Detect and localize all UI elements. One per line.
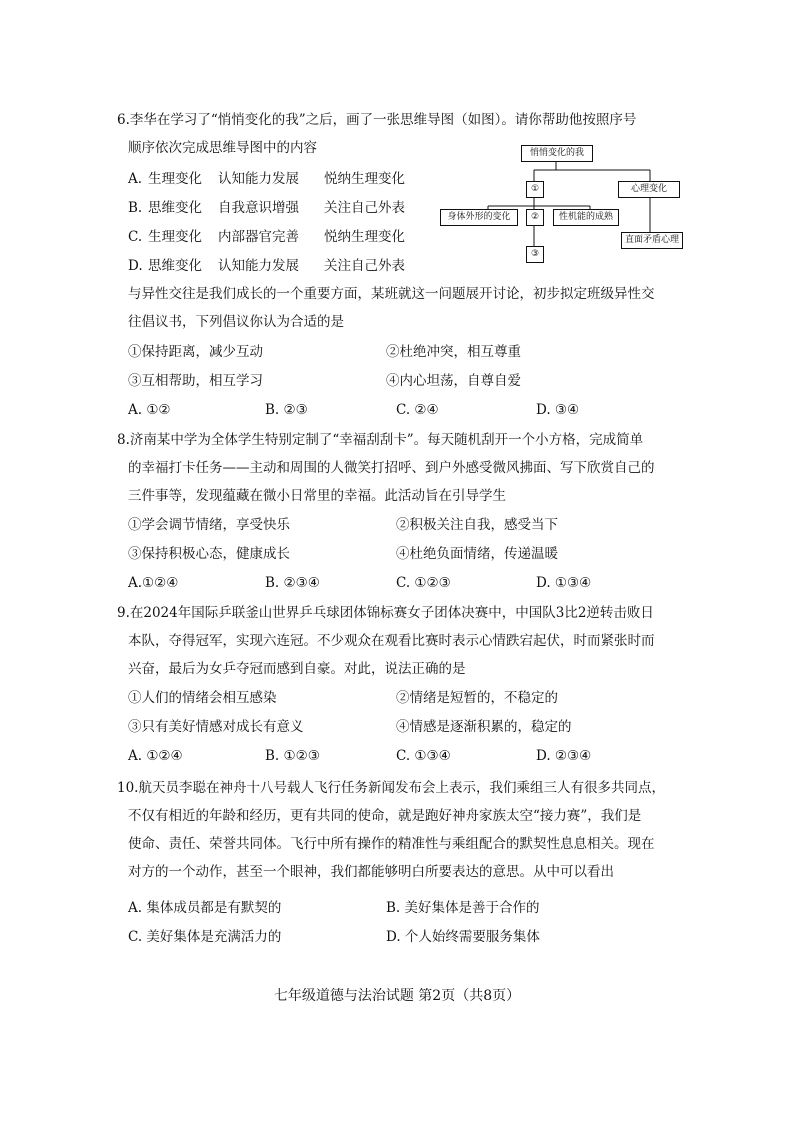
q6-stem-line2: 顺序依次完成思维导图中的内容: [128, 140, 317, 156]
mindmap-node-3: ③: [526, 246, 544, 263]
q8-answer-a: A.①②④: [128, 575, 179, 591]
q6-stem-line1: 6.李华在学习了“悄悄变化的我”之后，画了一张思维导图（如图）。请你帮助他按照序号: [117, 112, 637, 128]
mindmap-sex-mature: 性机能的成熟: [553, 209, 619, 226]
choice-col-2: 自我意识增强: [218, 200, 299, 216]
q9-stem-line3: 兴奋，最后为女乒夺冠而感到自豪。对此，说法正确的是: [128, 661, 466, 677]
q9-item-4: ④情感是逐渐积累的，稳定的: [396, 719, 572, 735]
q8-answer-c: C. ①②③: [396, 575, 451, 591]
choice-label: B.: [128, 200, 143, 216]
q8-answer-b: B. ②③④: [265, 575, 320, 591]
q9-stem-line1: 9.在2024年国际乒联釜山世界乒乓球团体锦标赛女子团体决赛中，中国队3比2逆转击败日: [117, 605, 654, 621]
q7-answer-d: D. ③④: [536, 402, 580, 418]
q8-stem-line1: 8.济南某中学为全体学生特别定制了“幸福刮刮卡”。每天随机刮开一个小方格，完成简单: [117, 432, 644, 448]
page-footer: 七年级道德与法治试题 第2页（共8页）: [273, 988, 521, 1004]
q8-item-1: ①学会调节情绪，享受快乐: [128, 517, 290, 533]
q7-answer-c: C. ②④: [396, 402, 439, 418]
q8-item-3: ③保持积极心态，健康成长: [128, 546, 290, 562]
q7-answer-a: A. ①②: [128, 402, 171, 418]
q10-answer-d: D. 个人始终需要服务集体: [386, 929, 540, 945]
choice-label: C.: [128, 229, 143, 245]
mindmap-node-1: ①: [526, 181, 544, 198]
q7-item-4: ④内心坦荡，自尊自爱: [386, 373, 521, 389]
mindmap-root: 悄悄变化的我: [521, 145, 593, 162]
q9-item-1: ①人们的情绪会相互感染: [128, 690, 277, 706]
choice-col-2: 认知能力发展: [218, 171, 299, 187]
q7-item-3: ③互相帮助，相互学习: [128, 373, 263, 389]
choice-label: D.: [128, 258, 143, 274]
choice-col-1: 思维变化: [148, 200, 202, 216]
q9-answer-d: D. ②③④: [536, 748, 592, 764]
choice-col-1: 思维变化: [148, 258, 202, 274]
q10-answer-c: C. 美好集体是充满活力的: [128, 929, 282, 945]
q7-item-2: ②杜绝冲突，相互尊重: [386, 344, 521, 360]
q9-answer-a: A. ①②④: [128, 748, 183, 764]
q9-stem-line2: 本队，夺得冠军，实现六连冠。不少观众在观看比赛时表示心情跌宕起伏，时而紧张时而: [128, 633, 655, 649]
choice-col-2: 认知能力发展: [218, 258, 299, 274]
choice-label: A.: [128, 171, 143, 187]
choice-col-3: 悦纳生理变化: [324, 229, 405, 245]
q8-stem-line3: 三件事等，发现蕴藏在微小日常里的幸福。此活动旨在引导学生: [128, 488, 506, 504]
mindmap-connectors: [0, 0, 794, 300]
mindmap-node-2: ②: [526, 209, 544, 226]
q7-answer-b: B. ②③: [265, 402, 308, 418]
mindmap-contradiction: 直面矛盾心理: [621, 232, 683, 249]
q9-answer-c: C. ①③④: [396, 748, 451, 764]
q8-item-4: ④杜绝负面情绪，传递温暖: [396, 546, 558, 562]
q10-stem-line3: 使命、责任、荣誉共同体。飞行中所有操作的精准性与乘组配合的默契性息息相关。现在: [128, 836, 655, 852]
choice-col-3: 关注自己外表: [324, 258, 405, 274]
q7-item-1: ①保持距离，减少互动: [128, 344, 263, 360]
q8-item-2: ②积极关注自我，感受当下: [396, 517, 558, 533]
choice-col-2: 内部器官完善: [218, 229, 299, 245]
q10-answer-a: A. 集体成员都是有默契的: [128, 900, 282, 916]
q8-stem-line2: 的幸福打卡任务——主动和周围的人微笑打招呼、到户外感受微风拂面、写下欣赏自己的: [128, 460, 655, 476]
q7-stem-line2: 往倡议书，下列倡议你认为合适的是: [128, 314, 344, 330]
mindmap-psych-change: 心理变化: [618, 181, 680, 198]
q7-stem-line1: 与异性交往是我们成长的一个重要方面，某班就这一问题展开讨论，初步拟定班级异性交: [128, 286, 655, 302]
q8-answer-d: D. ①③④: [536, 575, 592, 591]
q10-answer-b: B. 美好集体是善于合作的: [386, 900, 540, 916]
q9-item-3: ③只有美好情感对成长有意义: [128, 719, 304, 735]
q9-answer-b: B. ①②③: [265, 748, 320, 764]
choice-col-3: 悦纳生理变化: [324, 171, 405, 187]
choice-col-1: 生理变化: [148, 171, 202, 187]
q10-stem-line1: 10.航天员李聪在神舟十八号载人飞行任务新闻发布会上表示，我们乘组三人有很多共同点，: [117, 780, 665, 796]
q10-stem-line4: 对方的一个动作，甚至一个眼神，我们都能够明白所要表达的意思。从中可以看出: [128, 864, 614, 880]
choice-col-3: 关注自己外表: [324, 200, 405, 216]
choice-col-1: 生理变化: [148, 229, 202, 245]
mindmap-body-shape: 身体外形的变化: [440, 209, 518, 226]
q9-item-2: ②情绪是短暂的，不稳定的: [396, 690, 558, 706]
q10-stem-line2: 不仅有相近的年龄和经历，更有共同的使命，就是跑好神舟家族太空“接力赛”，我们是: [128, 808, 642, 824]
